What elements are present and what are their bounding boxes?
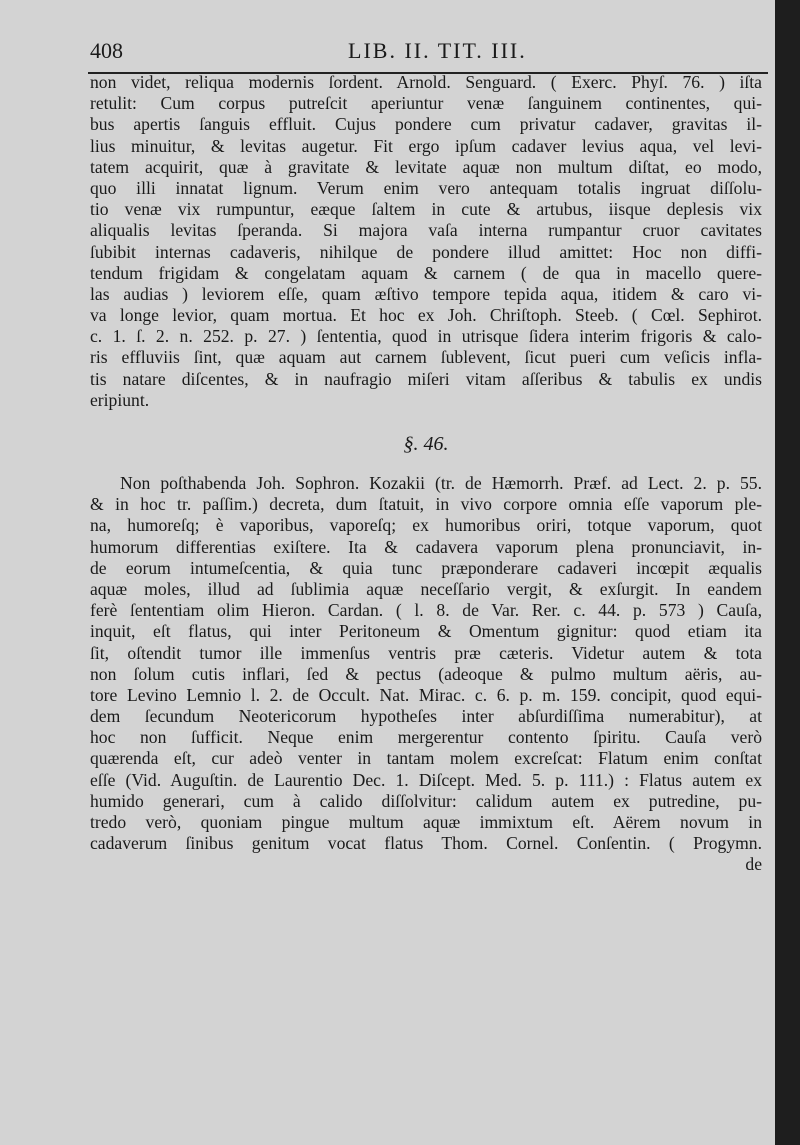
text-line: inquit, eſt flatus, qui inter Peritoneum & Omentum gignitur: quod etiam ita — [90, 621, 762, 642]
text-line: humorum differentias exiſtere. Ita & cadavera vaporum plena pronunciavit, in- — [90, 536, 762, 557]
section-heading: §. 46. — [403, 433, 449, 455]
running-head: LIB. II. TIT. III. — [348, 38, 527, 63]
text-line: non videt, reliqua modernis ſordent. Arnold. Senguard. ( Exerc. Phyſ. 76. ) iſta — [90, 72, 762, 92]
text-line: eſſe (Vid. Auguſtin. de Laurentio Dec. 1. Diſcept. Med. 5. p. 111.) : Flatus autem ex — [90, 769, 762, 790]
text-line: ſubibit internas cadaveris, nihilque de pondere illud amittet: Hoc non diffi- — [90, 241, 762, 262]
text-line: aquæ moles, illud ad ſublimia aquæ neceſſario vergit, & exſurgit. In eandem — [90, 578, 762, 599]
text-line: & in hoc tr. paſſim.) decreta, dum ſtatuit, in vivo corpore omnia eſſe vaporum ple- — [90, 494, 762, 515]
text-line: c. 1. ſ. 2. n. 252. p. 27. ) ſententia, quod in utrisque ſidera interim frigoris & calo- — [90, 326, 762, 347]
text-line: na, humoreſq; è vaporibus, vaporeſq; ex humoribus oriri, totque vaporum, quot — [90, 515, 762, 536]
page-header — [90, 38, 690, 68]
text-line: de eorum intumeſcentia, & quia tunc præponderare cadaveri incœpit æqualis — [90, 557, 762, 578]
paragraph-1 — [90, 72, 762, 411]
text-line: tio venæ vix rumpuntur, eæque ſaltem in cute & artubus, iisque deplesis vix — [90, 199, 762, 220]
text-line: quærenda eſt, cur adeò venter in tantam molem excreſcat: Flatum enim conſtat — [90, 748, 762, 769]
text-line: bus apertis ſanguis effluit. Cujus pondere cum privatur cadaver, gravitas il- — [90, 114, 762, 135]
paragraph-2 — [90, 473, 762, 854]
text-line: ferè ſententiam olim Hieron. Cardan. ( l. 8. de Var. Rer. c. 44. p. 573 ) Cauſa, — [90, 600, 762, 621]
text-line: tendum frigidam & congelatam aquam & carnem ( de qua in macello quere- — [90, 262, 762, 283]
text-line: hoc non ſufficit. Neque enim mergerentur contento ſpiritu. Cauſa verò — [90, 727, 762, 748]
text-line: non ſolum cutis inflari, ſed & pectus (adeoque & pulmo multum aëris, au- — [90, 663, 762, 684]
text-line: aliqualis levitas ſperanda. Si majora vaſa interna rumpantur cruor cavitates — [90, 220, 762, 241]
text-line: humido generari, cum à calido diſſolvitur: calidum autem ex putredine, pu- — [90, 790, 762, 811]
text-line: lius minuitur, & levitas augetur. Fit ergo ipſum cadaver levius aqua, vel levi- — [90, 135, 762, 156]
text-line: eripiunt. — [90, 389, 150, 410]
text-line: quo illi innatat lignum. Verum enim vero antequam totalis ingruat diſſolu- — [90, 177, 762, 198]
text-line: dem ſecundum Neotericorum hypotheſes inter abſurdiſſima numerabitur), at — [90, 706, 762, 727]
text-line: ris effluviis ſint, quæ aquam aut carnem ſublevent, ſicut pueri cum veſicis infla- — [90, 347, 762, 368]
text-line: retulit: Cum corpus putreſcit aperiuntur venæ ſanguinem continentes, qui- — [90, 93, 762, 114]
catchword: de — [745, 854, 762, 875]
text-line: ſit, oſtendit tumor ille immenſus ventris præ cæteris. Videtur autem & tota — [90, 642, 762, 663]
book-gutter-shadow — [775, 0, 800, 1145]
page-body — [90, 72, 762, 876]
text-line: va longe levior, quam mortua. Et hoc ex Joh. Chriſtoph. Steeb. ( Cœl. Sephirot. — [90, 305, 762, 326]
text-line: tredo verò, quoniam pingue multum aquæ immixtum eſt. Aërem novum in — [90, 812, 762, 832]
text-line: Non poſthabenda Joh. Sophron. Kozakii (tr. de Hæmorrh. Præf. ad Lect. 2. p. 55. — [120, 473, 762, 493]
text-line: las audias ) leviorem eſſe, quam æſtivo tempore tepida aqua, itidem & caro vi- — [90, 283, 762, 304]
text-line: tore Levino Lemnio l. 2. de Occult. Nat. Mirac. c. 6. p. m. 159. concipit, quod equi- — [90, 684, 762, 705]
text-line: tis natare diſcentes, & in naufragio miſeri vitam aſſeribus & tabulis ex undis — [90, 368, 762, 389]
text-line: tatem acquirit, quæ à gravitate & levitate aquæ non multum diſtat, eo modo, — [90, 156, 762, 177]
page-number: 408 — [90, 38, 123, 63]
text-line: cadaverum ſinibus genitum vocat flatus Thom. Cornel. Conſentin. ( Progymn. — [90, 833, 762, 854]
